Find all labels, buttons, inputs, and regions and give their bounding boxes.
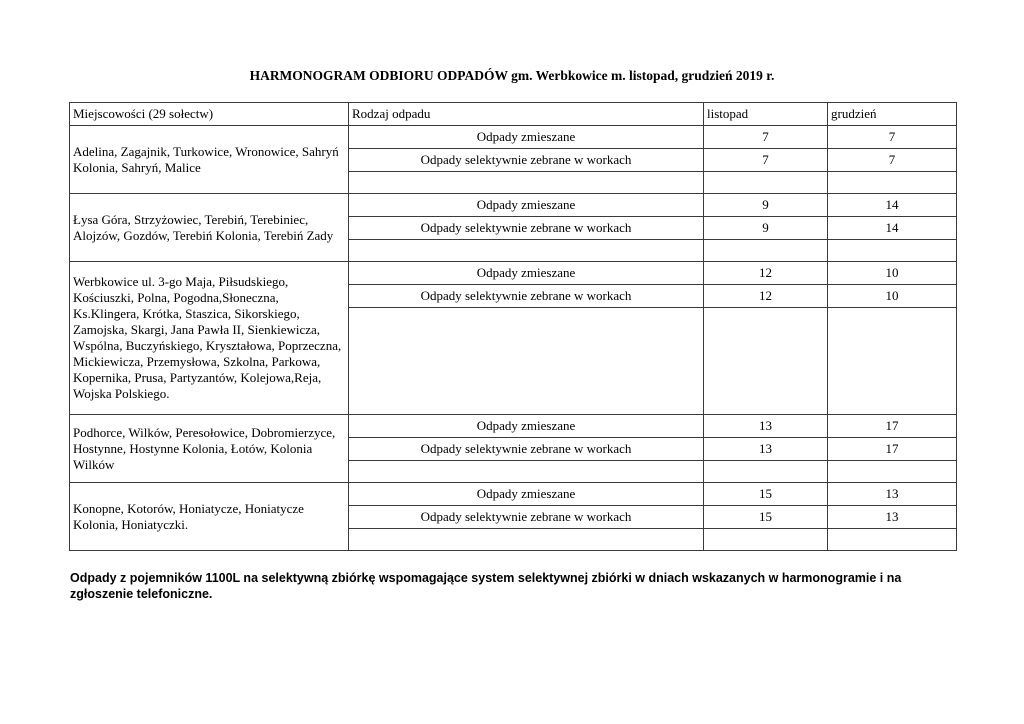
- empty-cell: [349, 172, 704, 194]
- table-row: [70, 194, 957, 217]
- empty-cell: [704, 240, 828, 262]
- waste-type-cell: Odpady zmieszane: [349, 415, 704, 438]
- waste-type-cell: Odpady selektywnie zebrane w workach: [349, 506, 704, 529]
- waste-type-cell: Odpady selektywnie zebrane w workach: [349, 217, 704, 240]
- november-cell: 12: [704, 262, 828, 285]
- december-cell: 7: [828, 126, 957, 149]
- empty-cell: [704, 529, 828, 551]
- december-cell: 13: [828, 483, 957, 506]
- waste-type-cell: Odpady zmieszane: [349, 194, 704, 217]
- locations-cell: Podhorce, Wilków, Peresołowice, Dobromierzyce, Hostynne, Hostynne Kolonia, Łotów, Kolonia Wilków: [70, 415, 349, 483]
- december-cell: 10: [828, 262, 957, 285]
- empty-cell: [349, 461, 704, 483]
- empty-cell: [828, 308, 957, 415]
- november-cell: 9: [704, 194, 828, 217]
- november-cell: 9: [704, 217, 828, 240]
- waste-type-cell: Odpady selektywnie zebrane w workach: [349, 438, 704, 461]
- waste-type-cell: Odpady zmieszane: [349, 262, 704, 285]
- waste-type-cell: Odpady zmieszane: [349, 483, 704, 506]
- empty-cell: [704, 308, 828, 415]
- november-cell: 13: [704, 415, 828, 438]
- table-row: [70, 415, 957, 438]
- table-row: [70, 126, 957, 149]
- november-cell: 15: [704, 506, 828, 529]
- empty-cell: [349, 529, 704, 551]
- december-cell: 13: [828, 506, 957, 529]
- locations-cell: Konopne, Kotorów, Honiatycze, Honiatycze Kolonia, Honiatyczki.: [70, 483, 349, 551]
- december-cell: 17: [828, 415, 957, 438]
- header-locations: Miejscowości (29 sołectw): [70, 103, 349, 126]
- empty-cell: [828, 529, 957, 551]
- november-cell: 15: [704, 483, 828, 506]
- november-cell: 7: [704, 149, 828, 172]
- locations-cell: Adelina, Zagajnik, Turkowice, Wronowice, Sahryń Kolonia, Sahryń, Malice: [70, 126, 349, 194]
- december-cell: 14: [828, 217, 957, 240]
- empty-cell: [828, 461, 957, 483]
- header-november: listopad: [704, 103, 828, 126]
- header-december: grudzień: [828, 103, 957, 126]
- table-row: [70, 483, 957, 506]
- waste-type-cell: Odpady selektywnie zebrane w workach: [349, 149, 704, 172]
- page-title: HARMONOGRAM ODBIORU ODPADÓW gm. Werbkowice m. listopad, grudzień 2019 r.: [249, 68, 775, 83]
- empty-cell: [828, 172, 957, 194]
- empty-cell: [704, 172, 828, 194]
- december-cell: 14: [828, 194, 957, 217]
- december-cell: 17: [828, 438, 957, 461]
- table-row: [70, 262, 957, 285]
- waste-type-cell: Odpady zmieszane: [349, 126, 704, 149]
- november-cell: 7: [704, 126, 828, 149]
- empty-cell: [704, 461, 828, 483]
- empty-cell: [349, 308, 704, 415]
- december-cell: 10: [828, 285, 957, 308]
- november-cell: 12: [704, 285, 828, 308]
- december-cell: 7: [828, 149, 957, 172]
- empty-cell: [828, 240, 957, 262]
- waste-type-cell: Odpady selektywnie zebrane w workach: [349, 285, 704, 308]
- locations-cell: Werbkowice ul. 3-go Maja, Piłsudskiego, Kościuszki, Polna, Pogodna,Słoneczna, Ks.Klingera, Krótka, Staszica, Sikorskiego, Zamojska, Skargi, Jana Pawła II, Sienkiewicza, Wspólna, Buczyńskiego, Kryształowa, Poprzeczna, Mickiewicza, Przemysłowa, Szkolna, Parkowa, Kopernika, Prusa, Partyzantów, Kolejowa,Reja, Wojska Polskiego.: [70, 262, 349, 415]
- empty-cell: [349, 240, 704, 262]
- header-waste-type: Rodzaj odpadu: [349, 103, 704, 126]
- footnote: Odpady z pojemników 1100L na selektywną zbiórkę wspomagające system selektywnej zbiórki w dniach wskazanych w harmonogramie i na zgłoszenie telefoniczne.: [70, 571, 902, 601]
- schedule-table: [69, 102, 957, 551]
- table-header-row: [70, 103, 957, 126]
- november-cell: 13: [704, 438, 828, 461]
- locations-cell: Łysa Góra, Strzyżowiec, Terebiń, Terebiniec, Alojzów, Gozdów, Terebiń Kolonia, Terebiń Zady: [70, 194, 349, 262]
